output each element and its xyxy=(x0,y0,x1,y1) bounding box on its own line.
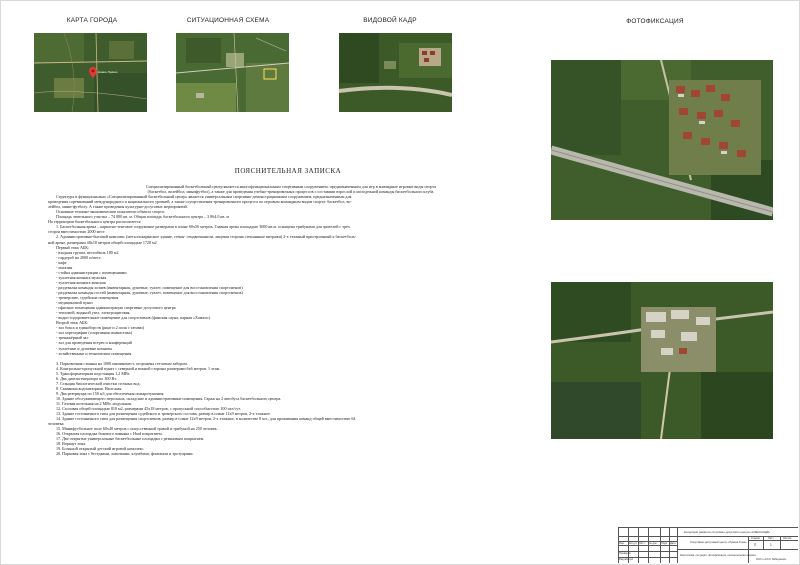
note-line: 8. Скважина водонапорная. Насосная. xyxy=(56,385,123,391)
situation-scheme-image xyxy=(176,33,289,112)
note-line: - хозяйственные и технические помещения. xyxy=(56,350,133,356)
note-line: 9. Два резервуара по 150 м3 для обеспечения пожаротушения. xyxy=(56,390,165,396)
note-line: - туалетная комната мужская xyxy=(56,274,107,280)
note-line: проведения соревнований международного и национального уровней, а также осуществления тренировочного процесса по игровым командным видам спорта: баскетбол, во- xyxy=(48,199,352,205)
note-line: 11. Газовая котельная на 2 МВт, модульная. xyxy=(56,400,132,406)
note-line: - магазин xyxy=(56,264,73,270)
stamp-sheet: 1 xyxy=(770,543,772,547)
stamp-project: Спортивно-досуговый центр «Лукина Гора» xyxy=(690,540,747,544)
note-line: - тепловой, водяной узел, электрощитовая. xyxy=(56,310,131,316)
note-line: ной арене, размерами 48х18 метров общей площадью 1728 м2 xyxy=(48,239,157,245)
note-line: - медицинский пункт xyxy=(56,300,93,306)
note-line: - зал для проведения встреч и конференций xyxy=(56,340,132,346)
note-line: - туалетная комната женская xyxy=(56,279,106,285)
note-line: - раздевалка команды хозяев (инвентарная, душевые, туалет, помещение для восстановления спортсменов) xyxy=(56,284,243,290)
location-pin-icon xyxy=(89,67,97,78)
note-line: (баскетбол, волейбол, минифутбол), а также для проведения учебно-тренировочных процессов с составами взрослой и молодежной команды баскетбольного клуба. xyxy=(147,189,435,195)
title-block-stamp xyxy=(618,527,798,563)
city-map-image xyxy=(34,33,147,112)
note-line: 5. Трансформаторная подстанция 1,2 МВт. xyxy=(56,370,131,376)
photo-fixation-image-1 xyxy=(551,60,773,220)
stamp-sheet-label: Лист xyxy=(768,537,774,540)
stamp-stage-label: Стадия xyxy=(751,537,760,540)
stamp-ndoc: № док. xyxy=(649,542,658,545)
stamp-sheet-title: Картосхема, ситуация, фотофиксация, пояснительная записка xyxy=(680,554,756,557)
city-marker-label: Новое Лукино xyxy=(98,70,118,74)
note-line: На территории баскетбольного центра располагается xyxy=(48,219,141,225)
stamp-checked: Проверил xyxy=(619,552,631,555)
stamp-list: Лист xyxy=(639,542,645,545)
note-line: - водно-оздоровительное помещение для спортсменов (финская сауна, парная «Хамам») xyxy=(56,315,211,321)
note-line: Площадь земельного участка – 74 000 кв. м. Общая площадь баскетбольного центра – 3 864.0 кв. м xyxy=(56,214,229,220)
note-line: 18. Воркаут зона. xyxy=(56,441,87,447)
note-line: 20. Парковая зона с беседками, лавочками, клумбами, фонтаном и тротуарами. xyxy=(56,451,194,457)
note-line: - входная группа, вестибюль 180 м2 xyxy=(56,249,119,255)
stamp-date: Дата xyxy=(670,542,676,545)
note-line: Первый этаж АБК: xyxy=(56,244,90,250)
note-line: 6. Два дизельгенератора по 300 Вт. xyxy=(56,375,117,381)
situation-scheme-title: СИТУАЦИОННАЯ СХЕМА xyxy=(186,17,270,24)
note-line: 4. Контрольно-пропускной пункт с северной и южной стороны размерами 6х6 метров. 1 этаж. xyxy=(56,365,221,371)
explanatory-note-title: ПОЯСНИТЕЛЬНАЯ ЗАПИСКА xyxy=(234,167,342,175)
stamp-code: Концепция развития спортивно-досугового центра «АЛЕКСАНДР» xyxy=(684,530,771,534)
photo-fixation-image-2 xyxy=(551,282,773,439)
view-frame-title: ВИДОВОЙ КАДР xyxy=(363,17,417,24)
note-line: - зал хореографии (спортивная гимнастика) xyxy=(56,330,132,336)
note-line: Второй этаж АБК: xyxy=(56,320,89,326)
note-line: 10. Здание обслуживающего персонала, складские и административные помещения. Гараж на 2 автобуса баскетбольного центра. xyxy=(56,395,282,401)
explanatory-note-body xyxy=(48,184,534,456)
note-line: 2. Административно-бытовой комплекс (металлокаркасное здание, стены- сендвичпанели, лицевая сторона стеклянные витражи) 2-х этажный пристроенный к баскетболь- xyxy=(56,234,357,240)
note-line: - кафе xyxy=(56,259,67,265)
note-line: 3. Парковочная стоянка на 1000 машиномест, огорожена сетчатым забором. xyxy=(56,360,188,366)
note-line: Специализированный баскетбольный центр является многофункциональным спортивным сооружением, предназначенным для игр в командные игровые виды спорта xyxy=(145,184,437,189)
note-line: - офисные помещения администрации спортивно-досугового центра xyxy=(56,305,176,311)
stamp-org: ООО «ССС Заборный» xyxy=(756,557,787,561)
note-line: 16. Открытая площадка бокового зимняка с Hard покрытием. xyxy=(56,431,163,437)
note-line: 19. Большой открытый детский игровой комплекс. xyxy=(56,446,145,452)
stamp-stage: П xyxy=(754,543,757,547)
stamp-izm: Изм. xyxy=(619,542,625,545)
note-line: Структура и функционально «Специализированный баскетбольный центр» является универсальным спортивно-демонстрационным сооружением, предназначенным для xyxy=(56,194,352,200)
city-map-title: КАРТА ГОРОДА xyxy=(66,17,118,24)
stamp-podp: Подп. xyxy=(661,542,668,545)
note-line: - туалетные и душевые комнаты xyxy=(56,345,113,351)
note-line: 12. Столовая общей площадью 810 м2, размерами 45х18 метров, с пропускной способностью 100 чел/сут. xyxy=(56,406,241,412)
stamp-kol: Кол.уч xyxy=(629,542,637,545)
photo-fixation-title: ФОТОФИКСАЦИЯ xyxy=(626,18,684,25)
note-line: Основные технико-экономические показатели объекта спорта: xyxy=(56,209,165,215)
note-line: лейбол, мини-футболу. А также проведения культурно-досуговых мероприятий. xyxy=(48,204,188,210)
note-line: 15. Минифутбольное поле 60х40 метров с искусственной травой и трибуной на 250 человек. xyxy=(56,426,218,432)
note-line: - раздевалка команды гостей (инвентарная, душевые, туалет, помещение для восстановления спортсменов) xyxy=(56,289,243,295)
note-line: - зал бокса и единоборств (ринг и 2 поля с татами) xyxy=(56,325,144,331)
note-line: - тренажёрный зал xyxy=(56,335,89,341)
stamp-sheets-label: Листов xyxy=(783,537,792,540)
note-line: 17. Две открытые универсальные баскетбольные площадки с резиновым покрытием. xyxy=(56,436,205,442)
note-line: - стойка администрации с помещениями xyxy=(56,269,127,275)
stamp-developed: Разработал xyxy=(619,558,634,561)
note-line: 7. Станция биологической очистки сточных вод. xyxy=(56,380,141,386)
note-line: 13. Здание гостиничного типа для размещения судейского и тренерского состава, размер в плане 12х9 метров, 2-х этажное. xyxy=(56,411,271,417)
view-frame-image xyxy=(339,33,452,112)
note-line: человека. xyxy=(48,421,65,427)
note-line: 14. Здание гостиничного типа для размещения спортсменов, размер в плане 12х9 метров, 2-х этажное, в количестве 8 шт., для проживания команд общей вместимостью 64 xyxy=(56,416,356,422)
note-line: - тренерские, судейские помещения xyxy=(56,295,119,301)
note-line: 1. Баскетбольная арена – каркасно-тентовое сооружение размерами в плане 60х50 метров. Главная арена площадью 3000 кв.м. оснащена трибунами для зрителей с трёх xyxy=(56,224,350,230)
note-line: - гардероб на 2000 п/мест. xyxy=(56,254,102,260)
note-line: сторон вместимостью 2000 мест xyxy=(48,229,105,235)
